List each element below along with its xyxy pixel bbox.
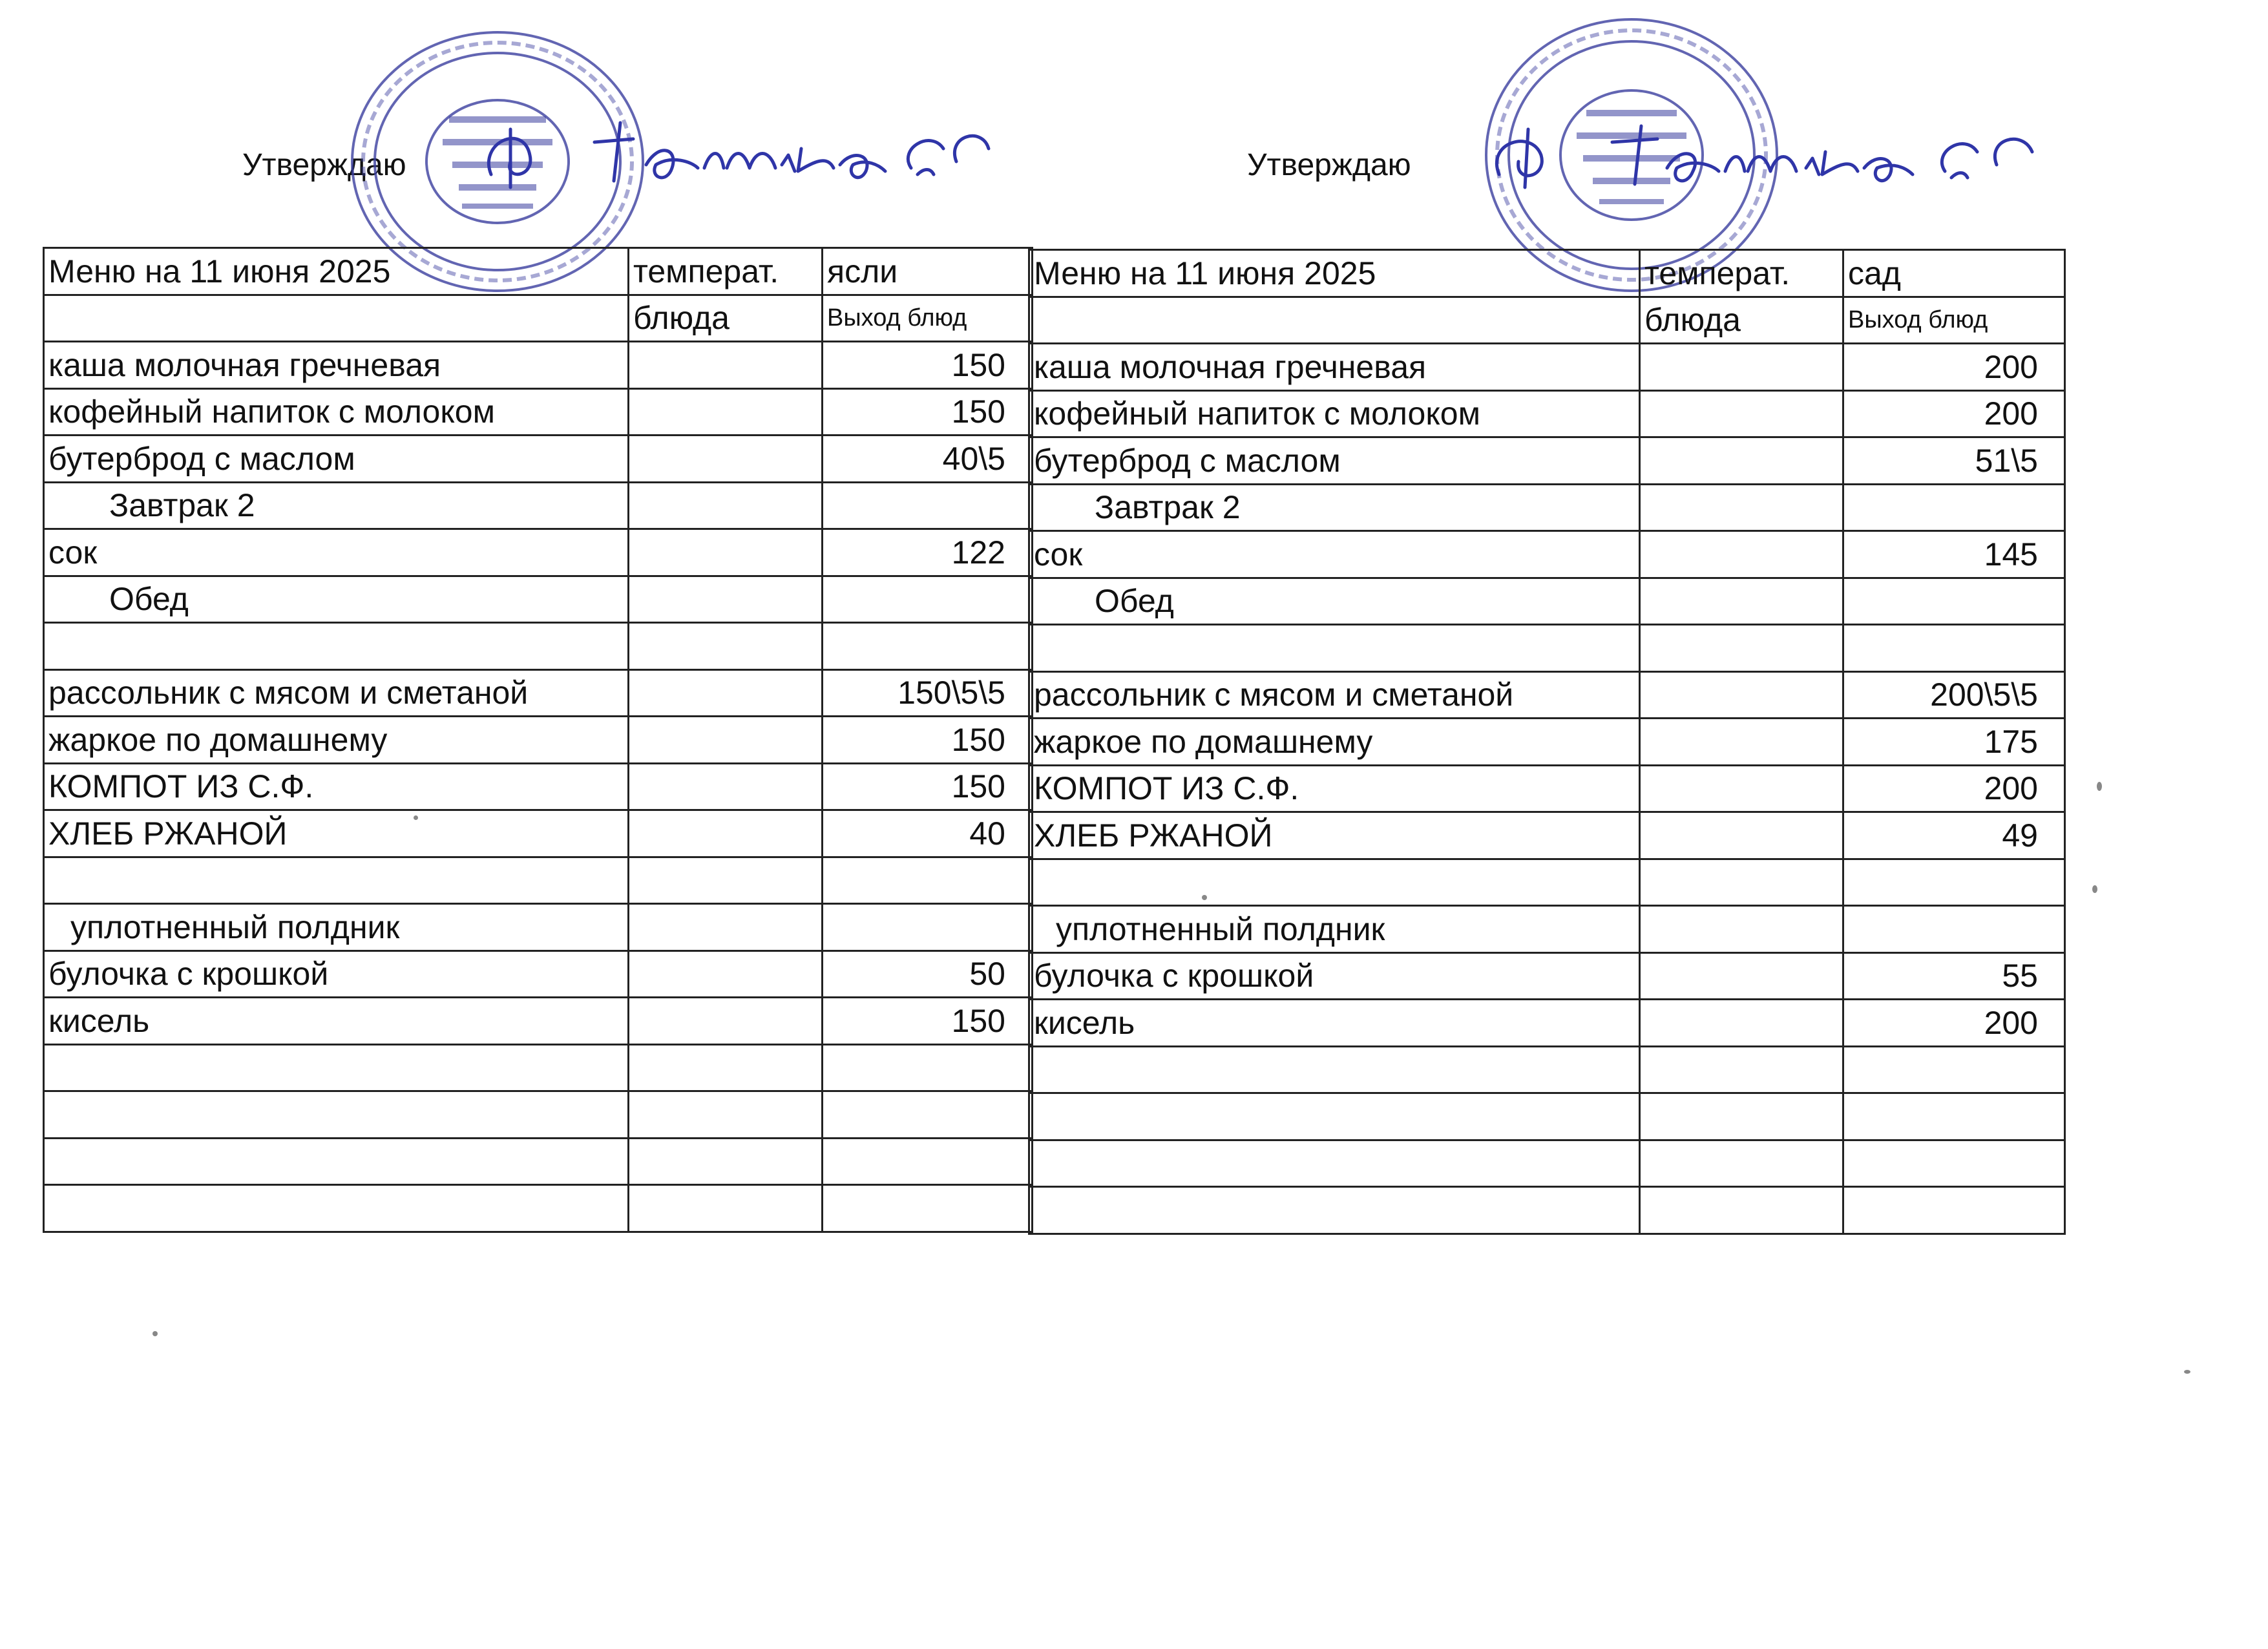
- dish-temperature: [629, 763, 823, 810]
- dish-temperature: [629, 436, 823, 483]
- table-row: [44, 669, 1033, 717]
- dish-name: сок: [1029, 531, 1640, 578]
- dish-yield: [1843, 578, 2065, 625]
- dish-name: булочка с крошкой: [1029, 952, 1640, 1000]
- dish-yield: [1843, 1140, 2065, 1187]
- scan-speck: [2184, 1370, 2190, 1374]
- dish-temperature: [629, 576, 823, 623]
- dish-name: каша молочная гречневая: [1029, 344, 1640, 391]
- table-row: [1029, 671, 2065, 719]
- dish-temperature: [1640, 578, 1843, 625]
- dish-temperature: [1640, 437, 1843, 485]
- table-row: [1029, 1140, 2065, 1187]
- dish-name: [44, 1044, 629, 1091]
- dish-temperature: [1640, 952, 1843, 1000]
- dish-temperature: [1640, 859, 1843, 906]
- dish-name: КОМПОТ ИЗ С.Ф.: [1029, 765, 1640, 812]
- table-row: [1029, 1093, 2065, 1140]
- dish-name: булочка с крошкой: [44, 951, 629, 998]
- table-row: [44, 576, 1033, 623]
- table-row: [44, 1091, 1033, 1139]
- table-row: [44, 1185, 1033, 1232]
- dish-yield: [823, 623, 1033, 670]
- dish-temperature: [629, 1091, 823, 1139]
- table-row: [1029, 812, 2065, 859]
- table-row: [1029, 531, 2065, 578]
- approve-label-right: Утверждаю: [1247, 148, 1411, 182]
- dish-yield: 150: [823, 763, 1033, 810]
- table-row: [44, 482, 1033, 529]
- dish-yield: 51\5: [1843, 437, 2065, 485]
- table-row: [1029, 906, 2065, 953]
- subheader-dish: блюда: [1640, 297, 1843, 344]
- dish-yield: [1843, 1093, 2065, 1140]
- dish-yield: [823, 1185, 1033, 1232]
- dish-temperature: [629, 904, 823, 951]
- table-row: [44, 763, 1033, 810]
- header-title: Меню на 11 июня 2025: [1029, 250, 1640, 297]
- dish-yield: [1843, 625, 2065, 672]
- dish-temperature: [629, 1185, 823, 1232]
- dish-name: уплотненный полдник: [44, 904, 629, 951]
- table-row: [44, 623, 1033, 670]
- dish-temperature: [629, 623, 823, 670]
- subheader-empty: [1029, 297, 1640, 344]
- table-header-row: [44, 248, 1033, 295]
- dish-temperature: [1640, 1140, 1843, 1187]
- dish-temperature: [629, 1138, 823, 1185]
- dish-yield: 150: [823, 388, 1033, 436]
- dish-name: рассольник с мясом и сметаной: [44, 669, 629, 717]
- dish-name: Завтрак 2: [44, 482, 629, 529]
- dish-name: [44, 857, 629, 904]
- dish-yield: 122: [823, 529, 1033, 576]
- dish-yield: [1843, 1046, 2065, 1093]
- dish-yield: 50: [823, 951, 1033, 998]
- dish-temperature: [1640, 765, 1843, 812]
- dish-temperature: [1640, 1046, 1843, 1093]
- dish-yield: 40\5: [823, 436, 1033, 483]
- dish-temperature: [629, 951, 823, 998]
- dish-name: [44, 1091, 629, 1139]
- dish-yield: 150: [823, 998, 1033, 1045]
- table-row: [1029, 765, 2065, 812]
- menu-table-nursery: [43, 247, 1033, 1233]
- dish-yield: 175: [1843, 719, 2065, 766]
- dish-yield: 150: [823, 717, 1033, 764]
- dish-name: рассольник с мясом и сметаной: [1029, 671, 1640, 719]
- dish-name: каша молочная гречневая: [44, 342, 629, 389]
- dish-yield: [823, 1138, 1033, 1185]
- dish-temperature: [1640, 625, 1843, 672]
- dish-temperature: [629, 342, 823, 389]
- dish-yield: 200\5\5: [1843, 671, 2065, 719]
- dish-temperature: [629, 1044, 823, 1091]
- dish-yield: 200: [1843, 1000, 2065, 1047]
- table-row: [1029, 390, 2065, 437]
- dish-name: ХЛЕБ РЖАНОЙ: [1029, 812, 1640, 859]
- dish-yield: 200: [1843, 765, 2065, 812]
- table-subheader-row: [44, 295, 1033, 342]
- table-row: [44, 717, 1033, 764]
- dish-yield: [823, 576, 1033, 623]
- dish-temperature: [629, 482, 823, 529]
- dish-yield: 150: [823, 342, 1033, 389]
- dish-name: КОМПОТ ИЗ С.Ф.: [44, 763, 629, 810]
- table-row: [1029, 952, 2065, 1000]
- dish-name: уплотненный полдник: [1029, 906, 1640, 953]
- menu-table-kindergarten: [1028, 249, 2066, 1235]
- dish-yield: [823, 482, 1033, 529]
- table-row: [1029, 1187, 2065, 1234]
- dish-yield: [823, 904, 1033, 951]
- table-row: [44, 904, 1033, 951]
- table-row: [1029, 578, 2065, 625]
- dish-yield: [823, 1044, 1033, 1091]
- table-header-row: [1029, 250, 2065, 297]
- dish-name: кисель: [44, 998, 629, 1045]
- dish-yield: 200: [1843, 390, 2065, 437]
- table-row: [44, 810, 1033, 857]
- approve-label-left: Утверждаю: [242, 148, 406, 182]
- table-row: [1029, 1000, 2065, 1047]
- table-subheader-row: [1029, 297, 2065, 344]
- table-row: [1029, 484, 2065, 531]
- dish-name: [1029, 1046, 1640, 1093]
- table-row: [44, 342, 1033, 389]
- dish-name: сок: [44, 529, 629, 576]
- dish-name: жаркое по домашнему: [1029, 719, 1640, 766]
- table-row: [1029, 437, 2065, 485]
- dish-name: кофейный напиток с молоком: [44, 388, 629, 436]
- signature-left: [465, 103, 995, 207]
- dish-temperature: [629, 669, 823, 717]
- dish-name: [44, 1185, 629, 1232]
- dish-yield: 55: [1843, 952, 2065, 1000]
- scan-speck: [152, 1331, 158, 1336]
- dish-temperature: [1640, 1093, 1843, 1140]
- subheader-empty: [44, 295, 629, 342]
- table-row: [44, 529, 1033, 576]
- table-row: [1029, 719, 2065, 766]
- dish-yield: [1843, 484, 2065, 531]
- table-row: [1029, 344, 2065, 391]
- scan-speck: [2097, 782, 2102, 791]
- dish-name: кисель: [1029, 1000, 1640, 1047]
- table-row: [44, 1138, 1033, 1185]
- dish-yield: [1843, 859, 2065, 906]
- dish-name: жаркое по домашнему: [44, 717, 629, 764]
- subheader-yield: Выход блюд: [823, 295, 1033, 342]
- subheader-yield: Выход блюд: [1843, 297, 2065, 344]
- dish-temperature: [1640, 812, 1843, 859]
- dish-yield: 200: [1843, 344, 2065, 391]
- table-row: [1029, 859, 2065, 906]
- table-row: [44, 388, 1033, 436]
- scan-speck: [1202, 895, 1207, 900]
- table-row: [1029, 1046, 2065, 1093]
- dish-yield: 49: [1843, 812, 2065, 859]
- dish-name: [44, 623, 629, 670]
- table-row: [44, 857, 1033, 904]
- dish-temperature: [1640, 344, 1843, 391]
- dish-yield: 150\5\5: [823, 669, 1033, 717]
- dish-temperature: [629, 810, 823, 857]
- dish-name: бутерброд с маслом: [44, 436, 629, 483]
- dish-temperature: [1640, 484, 1843, 531]
- subheader-dish: блюда: [629, 295, 823, 342]
- dish-temperature: [1640, 1000, 1843, 1047]
- signature-right: [1480, 110, 2048, 207]
- dish-yield: [823, 857, 1033, 904]
- dish-yield: [823, 1091, 1033, 1139]
- dish-name: [1029, 1093, 1640, 1140]
- dish-name: Обед: [44, 576, 629, 623]
- dish-name: [1029, 1140, 1640, 1187]
- dish-yield: [1843, 1187, 2065, 1234]
- header-group: ясли: [823, 248, 1033, 295]
- dish-temperature: [629, 529, 823, 576]
- dish-temperature: [629, 998, 823, 1045]
- scan-speck: [414, 815, 418, 820]
- dish-name: [44, 1138, 629, 1185]
- dish-name: ХЛЕБ РЖАНОЙ: [44, 810, 629, 857]
- table-row: [1029, 625, 2065, 672]
- header-group: сад: [1843, 250, 2065, 297]
- dish-temperature: [1640, 906, 1843, 953]
- table-row: [44, 436, 1033, 483]
- table-row: [44, 998, 1033, 1045]
- dish-temperature: [1640, 719, 1843, 766]
- dish-yield: [1843, 906, 2065, 953]
- dish-temperature: [1640, 390, 1843, 437]
- dish-temperature: [629, 857, 823, 904]
- dish-temperature: [1640, 671, 1843, 719]
- dish-temperature: [629, 388, 823, 436]
- dish-yield: 145: [1843, 531, 2065, 578]
- dish-yield: 40: [823, 810, 1033, 857]
- dish-name: [1029, 625, 1640, 672]
- dish-temperature: [1640, 1187, 1843, 1234]
- dish-name: бутерброд с маслом: [1029, 437, 1640, 485]
- header-temp: температ.: [1640, 250, 1843, 297]
- table-row: [44, 1044, 1033, 1091]
- dish-name: [1029, 1187, 1640, 1234]
- header-temp: температ.: [629, 248, 823, 295]
- dish-name: кофейный напиток с молоком: [1029, 390, 1640, 437]
- dish-name: [1029, 859, 1640, 906]
- dish-name: Завтрак 2: [1029, 484, 1640, 531]
- table-row: [44, 951, 1033, 998]
- dish-temperature: [1640, 531, 1843, 578]
- dish-name: Обед: [1029, 578, 1640, 625]
- dish-temperature: [629, 717, 823, 764]
- header-title: Меню на 11 июня 2025: [44, 248, 629, 295]
- scan-speck: [2092, 885, 2097, 893]
